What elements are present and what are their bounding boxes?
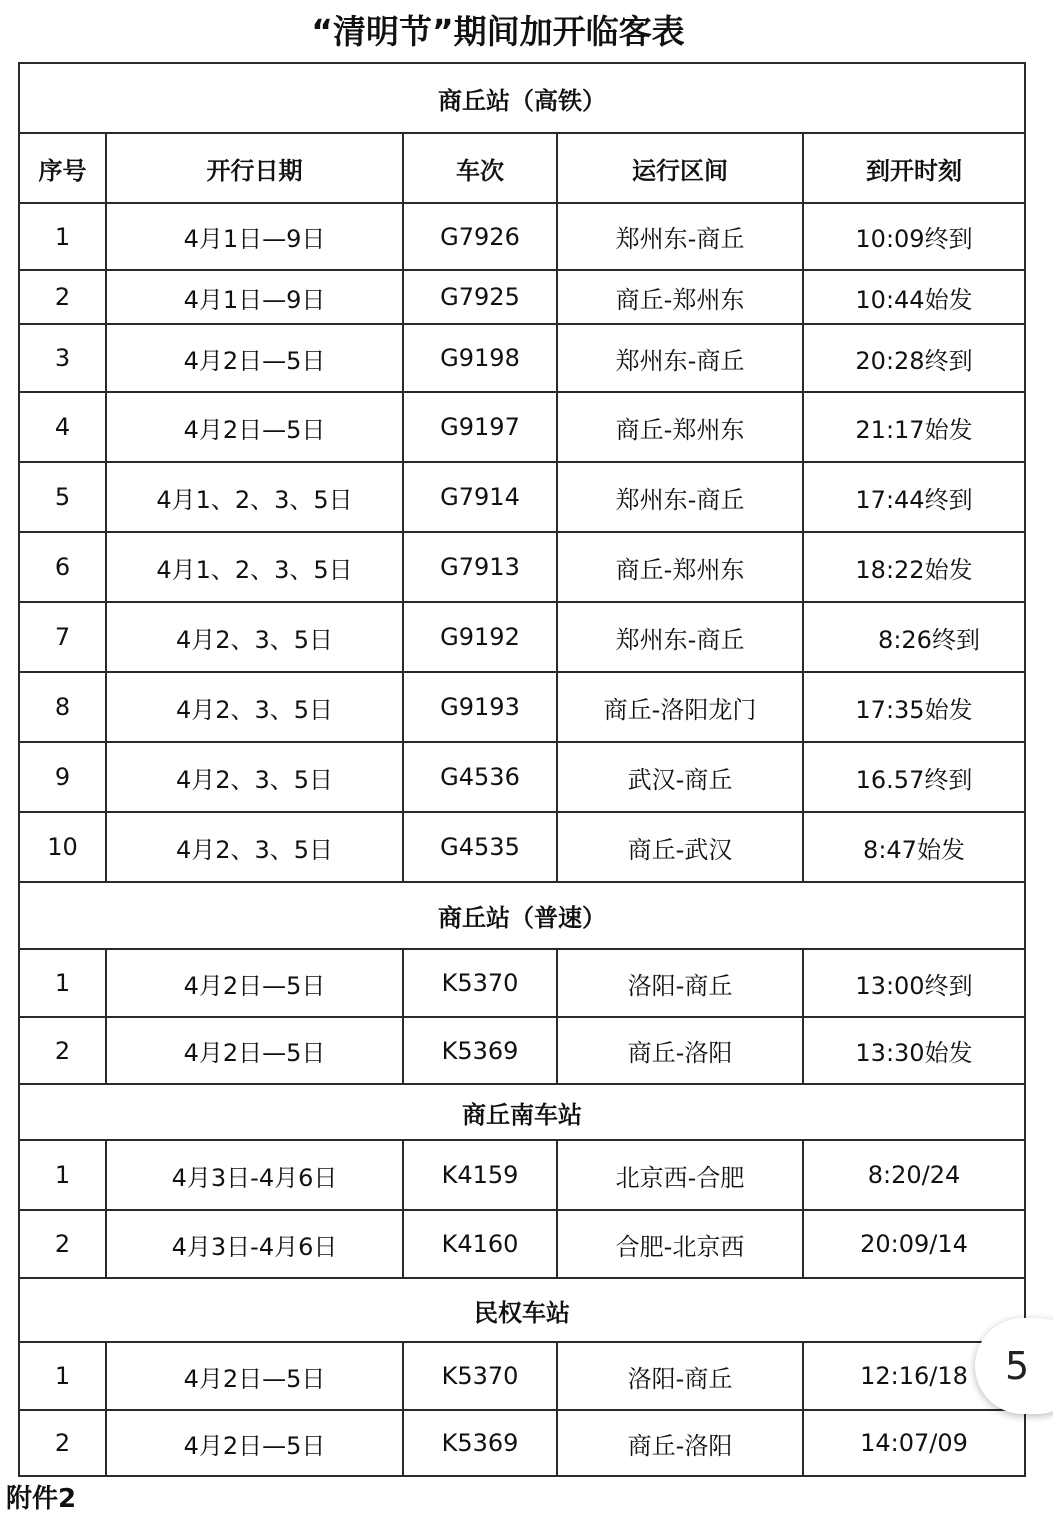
cell-time: 8:20/24 — [803, 1140, 1025, 1210]
table-row — [19, 203, 1025, 270]
table-row — [19, 672, 1025, 742]
cell-train: G7926 — [403, 203, 557, 270]
cell-time: 17:35始发 — [803, 672, 1025, 742]
train-schedule-table — [18, 62, 1026, 1477]
table-row — [19, 1410, 1025, 1476]
cell-route: 商丘-洛阳 — [557, 1017, 803, 1084]
cell-seq: 1 — [19, 1140, 106, 1210]
cell-dates: 4月2日—5日 — [106, 392, 403, 462]
cell-seq: 8 — [19, 672, 106, 742]
header-dates: 开行日期 — [106, 133, 403, 203]
section-title: 商丘南车站 — [19, 1084, 1025, 1140]
cell-route: 武汉-商丘 — [557, 742, 803, 812]
header-time: 到开时刻 — [803, 133, 1025, 203]
cell-seq: 2 — [19, 270, 106, 324]
cell-dates: 4月2日—5日 — [106, 324, 403, 392]
cell-dates: 4月3日-4月6日 — [106, 1140, 403, 1210]
cell-time: 8:26终到 — [803, 602, 1025, 672]
cell-time: 20:28终到 — [803, 324, 1025, 392]
cell-train: G7914 — [403, 462, 557, 532]
cell-dates: 4月3日-4月6日 — [106, 1210, 403, 1278]
cell-dates: 4月1、2、3、5日 — [106, 462, 403, 532]
cell-dates: 4月2、3、5日 — [106, 812, 403, 882]
cell-route: 商丘-武汉 — [557, 812, 803, 882]
cell-dates: 4月2、3、5日 — [106, 602, 403, 672]
header-route: 运行区间 — [557, 133, 803, 203]
cell-seq: 1 — [19, 1342, 106, 1410]
section-header-row — [19, 882, 1025, 949]
cell-time: 12:16/18 — [803, 1342, 1025, 1410]
cell-time: 13:30始发 — [803, 1017, 1025, 1084]
cell-seq: 1 — [19, 949, 106, 1017]
cell-seq: 9 — [19, 742, 106, 812]
table-row — [19, 742, 1025, 812]
table-row — [19, 532, 1025, 602]
header-train: 车次 — [403, 133, 557, 203]
cell-train: G9197 — [403, 392, 557, 462]
cell-route: 郑州东-商丘 — [557, 203, 803, 270]
cell-route: 洛阳-商丘 — [557, 949, 803, 1017]
cell-time: 17:44终到 — [803, 462, 1025, 532]
cell-seq: 1 — [19, 203, 106, 270]
cell-dates: 4月2、3、5日 — [106, 672, 403, 742]
cell-route: 商丘-洛阳龙门 — [557, 672, 803, 742]
cell-seq: 7 — [19, 602, 106, 672]
cell-train: K5369 — [403, 1017, 557, 1084]
cell-seq: 4 — [19, 392, 106, 462]
cell-train: K5370 — [403, 1342, 557, 1410]
cell-train: K5369 — [403, 1410, 557, 1476]
header-seq: 序号 — [19, 133, 106, 203]
cell-route: 商丘-郑州东 — [557, 392, 803, 462]
table-row — [19, 949, 1025, 1017]
cell-train: G9192 — [403, 602, 557, 672]
cell-dates: 4月1日—9日 — [106, 203, 403, 270]
table-row — [19, 602, 1025, 672]
cell-route: 洛阳-商丘 — [557, 1342, 803, 1410]
cell-train: G7925 — [403, 270, 557, 324]
table-row — [19, 1210, 1025, 1278]
cell-train: K4159 — [403, 1140, 557, 1210]
section-title: 商丘站（高铁） — [19, 63, 1025, 133]
cell-time: 13:00终到 — [803, 949, 1025, 1017]
cell-route: 合肥-北京西 — [557, 1210, 803, 1278]
attachment-label: 附件2 — [6, 1484, 77, 1514]
section-title: 商丘站（普速） — [19, 882, 1025, 949]
cell-dates: 4月2日—5日 — [106, 1342, 403, 1410]
cell-train: G7913 — [403, 532, 557, 602]
table-row — [19, 270, 1025, 324]
cell-seq: 6 — [19, 532, 106, 602]
table-row — [19, 324, 1025, 392]
cell-train: K4160 — [403, 1210, 557, 1278]
cell-route: 北京西-合肥 — [557, 1140, 803, 1210]
cell-route: 商丘-郑州东 — [557, 270, 803, 324]
cell-train: G4536 — [403, 742, 557, 812]
cell-dates: 4月1、2、3、5日 — [106, 532, 403, 602]
table-row — [19, 1017, 1025, 1084]
cell-route: 商丘-郑州东 — [557, 532, 803, 602]
cell-route: 郑州东-商丘 — [557, 324, 803, 392]
cell-dates: 4月1日—9日 — [106, 270, 403, 324]
section-header-row — [19, 1278, 1025, 1342]
cell-dates: 4月2日—5日 — [106, 949, 403, 1017]
cell-time: 16.57终到 — [803, 742, 1025, 812]
cell-time: 14:07/09 — [803, 1410, 1025, 1476]
page-number: 5 — [1005, 1344, 1030, 1388]
table-row — [19, 392, 1025, 462]
table-title: “清明节”期间加开临客表 — [311, 12, 685, 51]
cell-route: 商丘-洛阳 — [557, 1410, 803, 1476]
cell-seq: 2 — [19, 1017, 106, 1084]
table-row — [19, 462, 1025, 532]
table-row — [19, 1140, 1025, 1210]
cell-route: 郑州东-商丘 — [557, 602, 803, 672]
cell-dates: 4月2日—5日 — [106, 1017, 403, 1084]
cell-seq: 10 — [19, 812, 106, 882]
cell-seq: 2 — [19, 1210, 106, 1278]
cell-time: 10:09终到 — [803, 203, 1025, 270]
table-row — [19, 1342, 1025, 1410]
cell-train: G9193 — [403, 672, 557, 742]
cell-time: 20:09/14 — [803, 1210, 1025, 1278]
cell-time: 10:44始发 — [803, 270, 1025, 324]
cell-dates: 4月2日—5日 — [106, 1410, 403, 1476]
table-row — [19, 812, 1025, 882]
cell-seq: 5 — [19, 462, 106, 532]
section-title: 民权车站 — [19, 1278, 1025, 1342]
cell-time: 21:17始发 — [803, 392, 1025, 462]
cell-train: K5370 — [403, 949, 557, 1017]
cell-seq: 3 — [19, 324, 106, 392]
section-header-row — [19, 1084, 1025, 1140]
cell-seq: 2 — [19, 1410, 106, 1476]
cell-time: 8:47始发 — [803, 812, 1025, 882]
cell-time: 18:22始发 — [803, 532, 1025, 602]
cell-route: 郑州东-商丘 — [557, 462, 803, 532]
cell-dates: 4月2、3、5日 — [106, 742, 403, 812]
cell-train: G9198 — [403, 324, 557, 392]
column-header-row — [19, 133, 1025, 203]
cell-train: G4535 — [403, 812, 557, 882]
section-header-row — [19, 63, 1025, 133]
